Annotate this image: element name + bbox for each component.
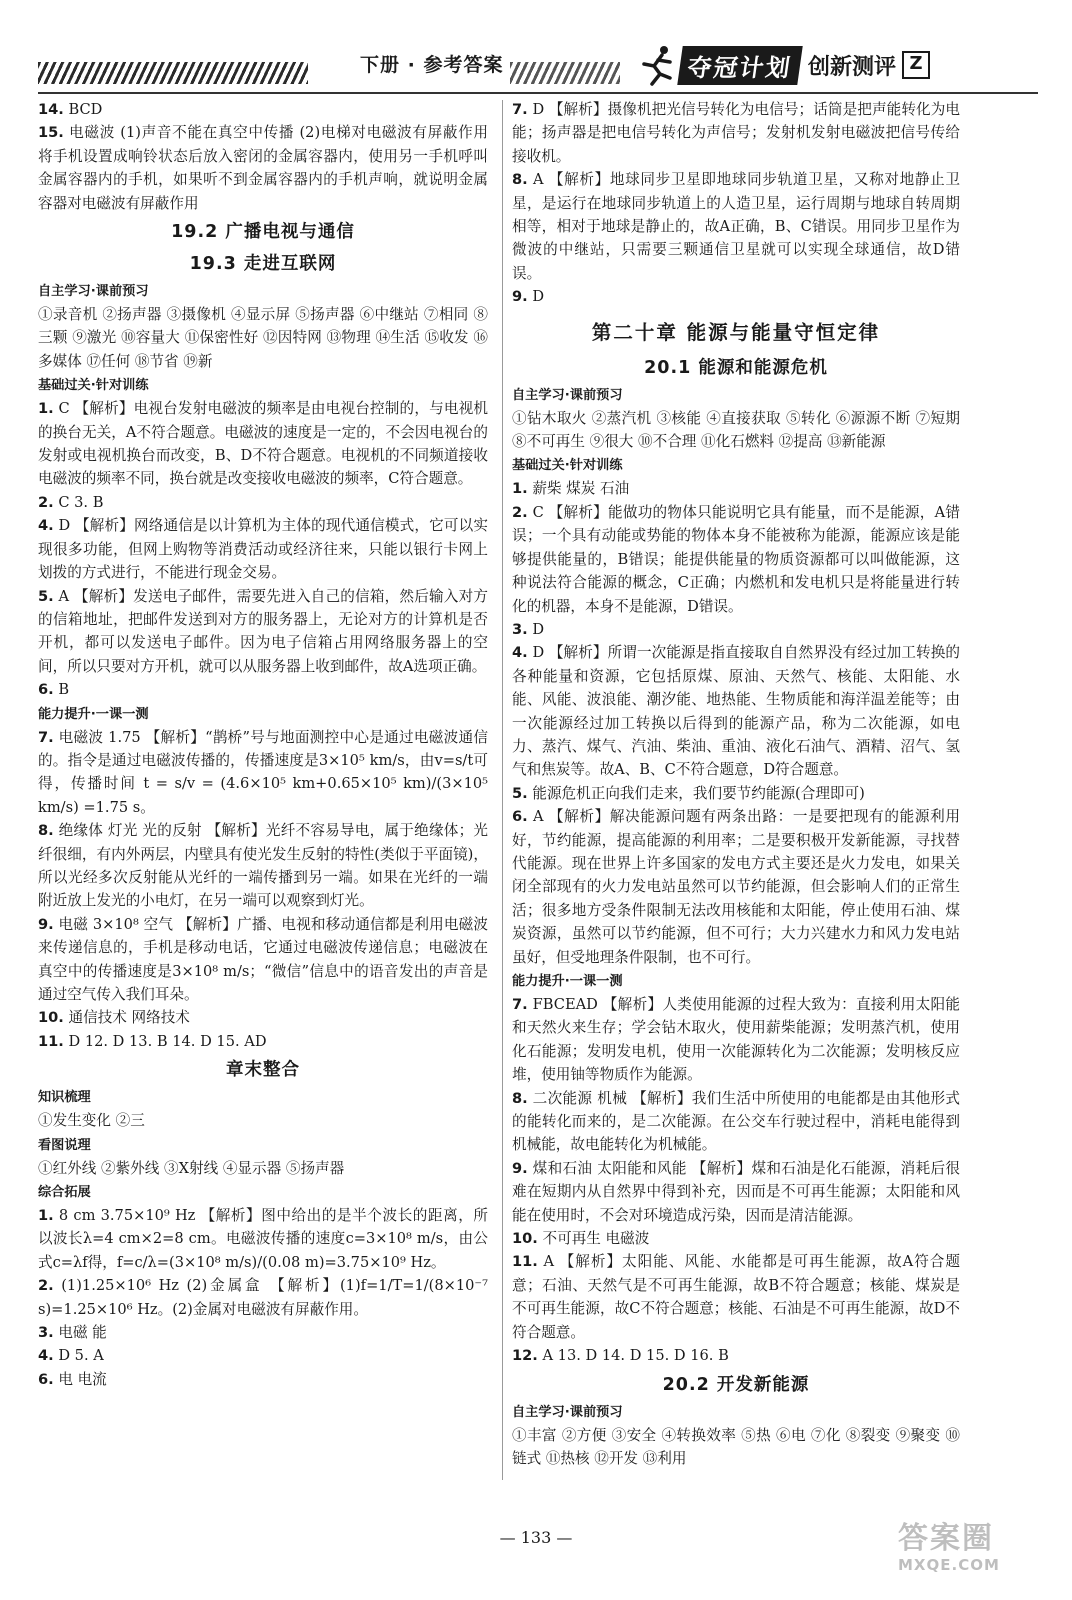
brand-subtitle: 创新测评 [808, 54, 897, 80]
answer-entry [38, 819, 488, 913]
answer-entry [512, 1087, 960, 1157]
question-number: 9. [512, 1159, 528, 1177]
question-number: 8. [512, 171, 528, 189]
question-number: 9. [38, 915, 54, 933]
answer-entry [38, 678, 488, 701]
answer-entry [38, 1157, 488, 1180]
question-number: 6. [38, 1370, 54, 1388]
answer-entry [512, 1344, 960, 1367]
question-number: 6. [512, 808, 528, 826]
answer-text: 二次能源 机械 【解析】我们生活中所使用的电能都是由其他形式的能转化而来的，是二次能源。在公交车行驶过程中，消耗电能得到机械能，故电能转化为机械能。 [512, 1089, 961, 1154]
question-number: 4. [38, 1347, 54, 1365]
column-divider [502, 100, 503, 1480]
answer-text: FBCEAD 【解析】人类使用能源的过程大致为：直接利用太阳能和天然火来生存；学会钻木取火，使用薪柴能源；发明蒸汽机，使用化石能源；发明发电机，使用一次能源转化为二次能源；发明核反应堆，使用铀等物质作为能源。 [512, 996, 961, 1084]
question-number: 5. [38, 587, 54, 605]
answer-text: 不可再生 电磁波 [542, 1230, 650, 1248]
answer-entry [512, 501, 960, 618]
answer-text: A 13. D 14. D 15. D 16. B [542, 1347, 729, 1365]
answer-text: A 【解析】地球同步卫星即地球同步轨道卫星，又称对地静止卫星，是运行在地球同步轨道上的人造卫星，运行周期与地球自转周期相等，相对于地球是静止的，故A正确，B、C错误。用同步卫星作为微波的中继站，只需要三颗通信卫星就可以实现全球通信，故D错误。 [512, 171, 961, 282]
answer-text: 电磁波 1.75 【解析】“鹊桥”号与地面测控中心是通过电磁波通信的。指令是通过电磁波传播的，传播速度是3×10⁵ km/s，由v=s/t可得，传播时间 t = s/v = (4.6×10⁵ km+0.65×10⁵ km)/(3×10⁵ km/s) =1.75 s。 [38, 728, 488, 816]
answer-entry [512, 782, 960, 805]
subsection-heading: 自主学习·课前预习 [512, 1404, 623, 1420]
answer-entry [38, 98, 488, 121]
answer-text: C 3. B [58, 493, 104, 511]
subsection-heading: 自主学习·课前预习 [38, 284, 149, 300]
answer-entry [512, 1227, 960, 1250]
answer-entry [38, 1368, 488, 1391]
answer-text: (1)1.25×10⁶ Hz (2)金属盒 【解析】(1)f=1/T=1/(8×10⁻⁷ s)=1.25×10⁶ Hz。(2)金属对电磁波有屏蔽作用。 [38, 1277, 488, 1318]
answer-text: 薪柴 煤炭 石油 [532, 480, 630, 498]
answer-text: 8 cm 3.75×10⁹ Hz 【解析】图中给出的是半个波长的距离，所以波长λ=4 cm×2=8 cm。电磁波传播的速度c=3×10⁸ m/s，由公式c=λf得，f=c/λ=(3×10⁸ m/s)/(0.08 m)=3.75×10⁹ Hz。 [38, 1207, 488, 1271]
question-number: 8. [512, 1089, 528, 1107]
right-column [512, 98, 960, 1470]
header-title: 下册 · 参考答案 [360, 54, 504, 76]
answer-text: A 【解析】解决能源问题有两条出路：一是要把现有的能源利用好，节约能源，提高能源的利用率；二是要积极开发新能源，寻找替代能源。现在世界上许多国家的发电方式主要还是火力发电，如果关闭全部现有的火力发电站虽然可以节约能源，但会影响人们的正常生活；很多地方受条件限制无法改用核能和太阳能，停止使用石油、煤炭资源，虽然可以节约能源，但不可行；大力兴建水力和风力发电站虽好，但受地理条件限制，也不可行。 [512, 808, 961, 966]
answer-text: ①钻木取火 ②蒸汽机 ③核能 ④直接获取 ⑤转化 ⑥源源不断 ⑦短期 ⑧不可再生 ⑨很大 ⑩不合理 ⑪化石燃料 ⑫提高 ⑬新能源 [512, 409, 960, 451]
header-stripes-left [38, 62, 308, 84]
watermark [898, 1522, 1048, 1582]
answer-text: 电 电流 [58, 1370, 107, 1388]
answer-entry [38, 121, 488, 215]
question-number: 4. [38, 517, 54, 535]
answer-text: C 【解析】电视台发射电磁波的频率是由电视台控制的，与电视机的换台无关，A不符合题意。电磁波的速度是一定的，不会因电视台的发射或电视机换台而改变，B、D不符合题意。电视机的不同频道接收电磁波的频率不同，换台就是改变接收电磁波的频率，C符合题意。 [38, 400, 489, 488]
question-number: 15. [38, 124, 64, 142]
subsection-heading: 基础过关·针对训练 [512, 458, 623, 474]
answer-text: D [532, 620, 545, 638]
answer-entry [38, 397, 488, 491]
question-number: 11. [38, 1032, 64, 1050]
subsection-heading: 看图说理 [38, 1137, 91, 1153]
question-number: 2. [512, 503, 528, 521]
answer-text: 能源危机正向我们走来，我们要节约能源(合理即可) [532, 784, 865, 802]
answer-entry [512, 477, 960, 500]
answer-text: 电磁波 (1)声音不能在真空中传播 (2)电梯对电磁波有屏蔽作用 将手机设置成响铃状态后放入密闭的金属容器内，使用另一手机呼叫金属容器内的手机，如果听不到金属容器内的手机声响，就说明金属容器对电磁波有屏蔽作用 [38, 124, 489, 212]
answer-entry [38, 1006, 488, 1029]
question-number: 9. [512, 288, 528, 306]
answer-text: B [58, 681, 70, 699]
watermark-url: MXQE.COM [898, 1556, 1000, 1574]
question-number: 2. [38, 1277, 54, 1295]
section-title: 20.1 能源和能源危机 [644, 357, 828, 378]
answer-entry [38, 514, 488, 584]
answer-text: C 【解析】能做功的物体只能说明它具有能量，而不是能源，A错误；一个具有动能或势能的物体本身不能被称为能源，能源应该是能够提供能量的，B错误；能提供能量的物质资源都可以叫做能源，这种说法符合能源的概念，C正确；内燃机和发电机只是将能量进行转化的机器，本身不是能源，D错误。 [512, 503, 960, 615]
question-number: 7. [512, 996, 528, 1013]
subsection-heading: 知识梳理 [38, 1090, 91, 1106]
header-rule [38, 92, 1038, 94]
answer-entry [38, 303, 488, 373]
answer-text: 电磁 能 [58, 1324, 107, 1342]
answer-entry [38, 585, 488, 679]
question-number: 1. [512, 480, 528, 498]
answer-entry [512, 98, 960, 168]
section-title: 19.2 广播电视与通信 [171, 222, 355, 243]
header-stripes-right [510, 62, 620, 84]
question-number: 10. [38, 1009, 64, 1027]
answer-text: 电磁 3×10⁸ 空气 【解析】广播、电视和移动通信都是利用电磁波来传递信息的，手机是移动电话，它通过电磁波传递信息；电磁波在真空中的传播速度是3×10⁸ m/s；“微信”信息中的语音发出的声音是通过空气传入我们耳朵。 [38, 915, 489, 1003]
answer-entry [38, 1344, 488, 1367]
answer-entry [38, 1321, 488, 1344]
left-column [38, 98, 488, 1391]
subsection-heading: 综合拓展 [38, 1185, 91, 1201]
section-title: 20.2 开发新能源 [662, 1374, 810, 1395]
question-number: 14. [38, 101, 64, 118]
question-number: 7. [38, 728, 54, 746]
question-number: 3. [38, 1324, 54, 1342]
subsection-heading: 能力提升·一课一测 [512, 974, 623, 989]
answer-text: BCD [68, 101, 103, 118]
answer-entry [38, 913, 488, 1007]
answer-entry [38, 1274, 488, 1321]
question-number: 10. [512, 1230, 538, 1248]
answer-text: ①丰富 ②方便 ③安全 ④转换效率 ⑤热 ⑥电 ⑦化 ⑧裂变 ⑨聚变 ⑩链式 ⑪热核 ⑫开发 ⑬利用 [512, 1426, 960, 1467]
question-number: 1. [38, 1207, 54, 1225]
runner-icon [640, 44, 676, 86]
answer-entry [512, 285, 960, 308]
answer-text: D 【解析】摄像机把光信号转化为电信号；话筒是把声能转化为电能；扬声器是把电信号转化为声信号；发射机发射电磁波把信号传给接收机。 [512, 101, 960, 165]
answer-entry [38, 491, 488, 514]
answer-entry [512, 168, 960, 285]
brand-name: 夺冠计划 [677, 46, 802, 85]
answer-entry [512, 1250, 960, 1344]
question-number: 7. [512, 101, 528, 118]
answer-text: A 【解析】太阳能、风能、水能都是可再生能源，故A符合题意；石油、天然气是不可再生能源，故B不符合题意；核能、煤炭是不可再生能源，故C不符合题意；核能、石油是不可再生能源，故D不符合题意。 [512, 1253, 960, 1341]
answer-text: 绝缘体 灯光 光的反射 【解析】光纤不容易导电，属于绝缘体；光纤很细，有内外两层，内壁具有使光发生反射的特性(类似于平面镜)，所以光经多次反射能从光纤的一端传播到另一端。如果在光纤的一端附近放上发光的小电灯，在另一端可以观察到灯光。 [38, 822, 489, 910]
subsection-heading: 能力提升·一课一测 [38, 706, 149, 722]
page-header [0, 0, 1072, 100]
answer-text: D 12. D 13. B 14. D 15. AD [68, 1032, 267, 1050]
answer-text: ①发生变化 ②三 [38, 1112, 145, 1130]
question-number: 5. [512, 784, 528, 802]
answer-entry [512, 1157, 960, 1227]
question-number: 2. [38, 493, 54, 511]
answer-entry [38, 1109, 488, 1132]
answer-text: ①录音机 ②扬声器 ③摄像机 ④显示屏 ⑤扬声器 ⑥中继站 ⑦相同 ⑧三颗 ⑨激光 ⑩容量大 ⑪保密性好 ⑫因特网 ⑬物理 ⑭生活 ⑮收发 ⑯多媒体 ⑰任何 ⑱节省 ⑲新 [38, 306, 488, 370]
question-number: 6. [38, 681, 54, 699]
answer-text: D [532, 288, 545, 306]
brand-mark-icon: Z [902, 51, 930, 79]
section-title: 章末整合 [226, 1060, 300, 1081]
question-number: 8. [38, 822, 54, 840]
watermark-text: 答案圈 [898, 1521, 994, 1556]
question-number: 4. [512, 644, 528, 662]
answer-text: D 【解析】所谓一次能源是指直接取自自然界没有经过加工转换的各种能量和资源，它包括原煤、原油、天然气、核能、太阳能、水能、风能、波浪能、潮汐能、地热能、生物质能和海洋温差能等；由一次能源经过加工转换以后得到的能源产品，称为二次能源，如电力、蒸汽、煤气、汽油、柴油、重油、液化石油气、酒精、沼气、氢气和焦炭等。故A、B、C不符合题意，D符合题意。 [512, 644, 960, 779]
answer-entry [38, 1204, 488, 1274]
answer-text: ①红外线 ②紫外线 ③X射线 ④显示器 ⑤扬声器 [38, 1159, 345, 1177]
answer-entry [512, 993, 960, 1087]
question-number: 11. [512, 1253, 538, 1271]
answer-text: D 【解析】网络通信是以计算机为主体的现代通信模式，它可以实现很多功能，但网上购物等消费活动或经济往来，只能以银行卡网上划拨的方式进行，不能进行现金交易。 [38, 517, 489, 582]
brand-logo [640, 40, 930, 90]
answer-entry [512, 407, 960, 454]
answer-text: 通信技术 网络技术 [68, 1009, 190, 1027]
answer-text: A 【解析】发送电子邮件，需要先进入自己的信箱，然后输入对方的信箱地址，把邮件发送到对方的服务器上，无论对方的计算机是否开机，都可以发送电子邮件。因为电子信箱占用网络服务器上的空间，所以只要对方开机，就可以从服务器上收到邮件，故A选项正确。 [38, 587, 488, 675]
answer-entry [38, 726, 488, 820]
answer-entry [512, 1424, 960, 1471]
question-number: 1. [38, 400, 54, 418]
subsection-heading: 基础过关·针对训练 [38, 378, 149, 394]
answer-text: D 5. A [58, 1347, 104, 1365]
answer-entry [38, 1030, 488, 1053]
answer-text: 煤和石油 太阳能和风能 【解析】煤和石油是化石能源，消耗后很难在短期内从自然界中得到补充，因而是不可再生能源；太阳能和风能在使用时，不会对环境造成污染，因而是清洁能源。 [512, 1159, 961, 1224]
question-number: 12. [512, 1347, 538, 1365]
answer-entry [512, 805, 960, 969]
answer-entry [512, 618, 960, 641]
page-number: — 133 — [499, 1528, 573, 1547]
subsection-heading: 自主学习·课前预习 [512, 387, 623, 403]
answer-entry [512, 641, 960, 781]
section-title: 19.3 走进互联网 [189, 254, 337, 275]
chapter-title: 第二十章 能源与能量守恒定律 [591, 320, 881, 344]
question-number: 3. [512, 620, 528, 638]
